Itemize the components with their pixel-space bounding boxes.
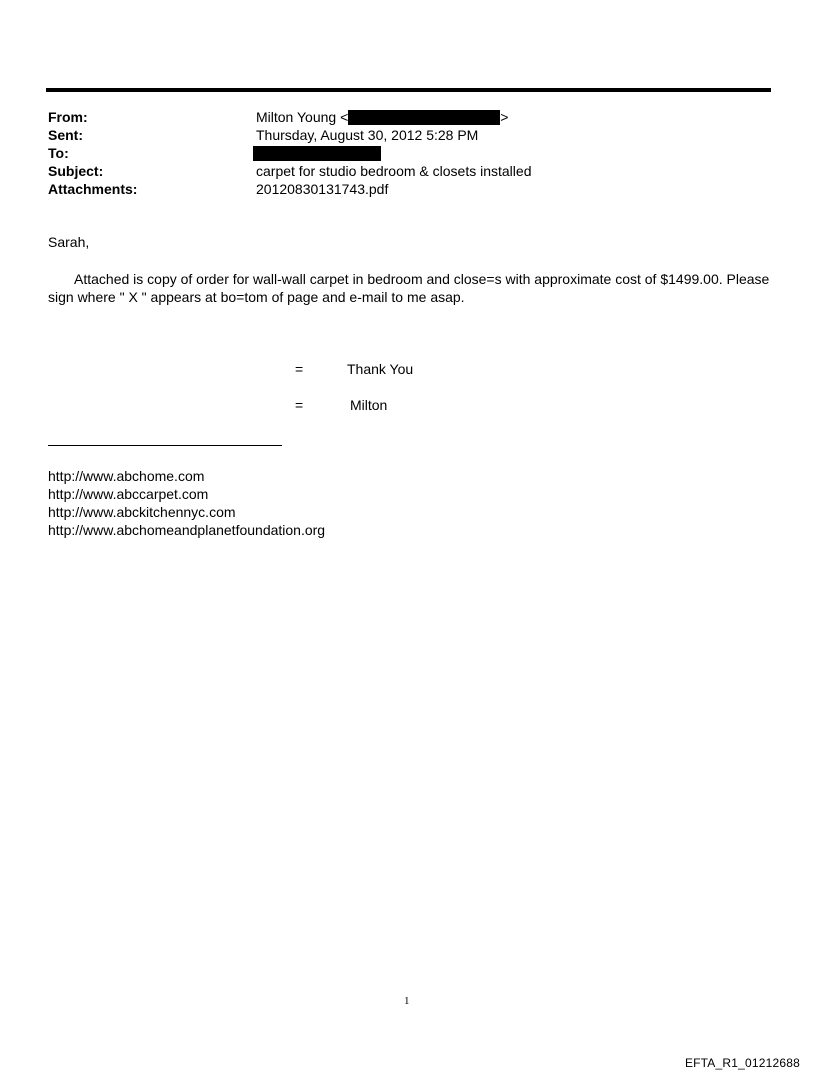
sent-value: Thursday, August 30, 2012 5:28 PM	[256, 127, 479, 143]
link-abchomeandplanetfoundation[interactable]: http://www.abchomeandplanetfoundation.org	[48, 522, 326, 538]
page-number: 1	[404, 995, 410, 1007]
header-top-rule	[46, 88, 771, 92]
bates-number: EFTA_R1_01212688	[684, 1056, 800, 1070]
signature-divider	[48, 445, 282, 446]
to-value	[256, 144, 381, 162]
closing-marker-2: =	[295, 397, 304, 413]
greeting: Sarah,	[48, 234, 90, 250]
closing-signature: Milton	[350, 397, 388, 413]
from-sender-name: Milton Young <	[256, 109, 349, 125]
sent-label: Sent:	[48, 127, 83, 143]
from-value	[256, 108, 508, 126]
link-abccarpet[interactable]: http://www.abccarpet.com	[48, 486, 209, 502]
link-abckitchennyc[interactable]: http://www.abckitchennyc.com	[48, 504, 236, 520]
attachment-filename: 20120830131743.pdf	[256, 181, 389, 197]
subject-label: Subject:	[48, 163, 104, 179]
redacted-recipient-block	[253, 146, 381, 161]
body-paragraph-line2: sign where " X " appears at bo=tom of page and e-mail to me asap.	[48, 289, 465, 305]
closing-marker-1: =	[295, 361, 304, 377]
subject-value: carpet for studio bedroom & closets installed	[256, 163, 532, 179]
closing-thank-you: Thank You	[347, 361, 414, 377]
from-label: From:	[48, 109, 88, 125]
body-paragraph-line1: Attached is copy of order for wall-wall carpet in bedroom and close=s with approximate cost of $1499.00. Please	[74, 271, 770, 287]
redacted-email-block	[348, 110, 500, 125]
attachments-label: Attachments:	[48, 181, 138, 197]
from-close-bracket: >	[500, 109, 509, 125]
to-label: To:	[48, 145, 69, 161]
link-abchome[interactable]: http://www.abchome.com	[48, 468, 205, 484]
